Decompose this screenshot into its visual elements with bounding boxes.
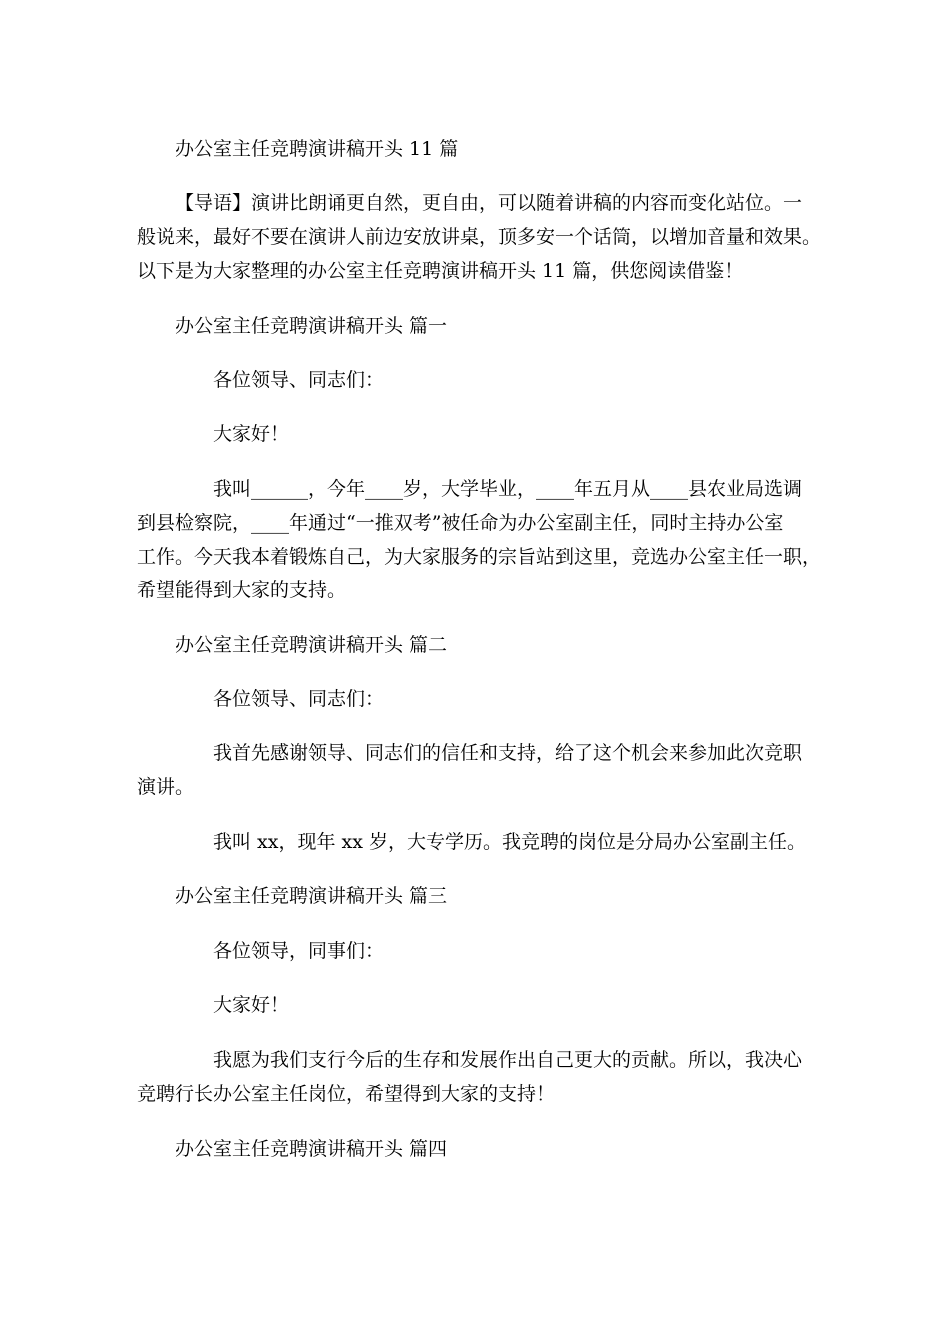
section-2-salutation: 各位领导、同志们： [213, 688, 385, 710]
document-title: 办公室主任竞聘演讲稿开头 11 篇 [175, 138, 459, 160]
section-1-para-line-4: 希望能得到大家的支持。 [137, 579, 347, 601]
section-1-salutation: 各位领导、同志们： [213, 369, 385, 391]
intro-line-2: 般说来，最好不要在演讲人前边安放讲桌，顶多安一个话筒，以增加音量和效果。 [137, 226, 822, 248]
intro-line-1: 【导语】演讲比朗诵更自然，更自由，可以随着讲稿的内容而变化站位。一 [175, 192, 803, 214]
section-1-para-line-1: 我叫______，今年____岁，大学毕业，____年五月从____县农业局选调 [213, 478, 803, 500]
section-3-greeting: 大家好！ [213, 994, 290, 1016]
section-heading-1: 办公室主任竞聘演讲稿开头 篇一 [175, 315, 448, 337]
section-1-para-line-3: 工作。今天我本着锻炼自己，为大家服务的宗旨站到这里，竞选办公室主任一职， [137, 546, 822, 568]
section-heading-4: 办公室主任竞聘演讲稿开头 篇四 [175, 1138, 448, 1160]
section-3-salutation: 各位领导，同事们： [213, 940, 385, 962]
section-heading-2: 办公室主任竞聘演讲稿开头 篇二 [175, 634, 448, 656]
section-1-para-line-2: 到县检察院，____年通过“一推双考”被任命为办公室副主任，同时主持办公室 [137, 512, 784, 534]
section-3-para-line-1: 我愿为我们支行今后的生存和发展作出自己更大的贡献。所以，我决心 [213, 1049, 803, 1071]
section-2-para1-line-1: 我首先感谢领导、同志们的信任和支持，给了这个机会来参加此次竞职 [213, 742, 803, 764]
section-heading-3: 办公室主任竞聘演讲稿开头 篇三 [175, 885, 448, 907]
intro-line-3: 以下是为大家整理的办公室主任竞聘演讲稿开头 11 篇，供您阅读借鉴！ [137, 260, 744, 282]
section-2-para1-line-2: 演讲。 [137, 776, 195, 798]
section-2-para2: 我叫 xx，现年 xx 岁，大专学历。我竞聘的岗位是分局办公室副主任。 [213, 831, 806, 853]
section-1-greeting: 大家好！ [213, 423, 290, 445]
section-3-para-line-2: 竞聘行长办公室主任岗位，希望得到大家的支持！ [137, 1083, 556, 1105]
